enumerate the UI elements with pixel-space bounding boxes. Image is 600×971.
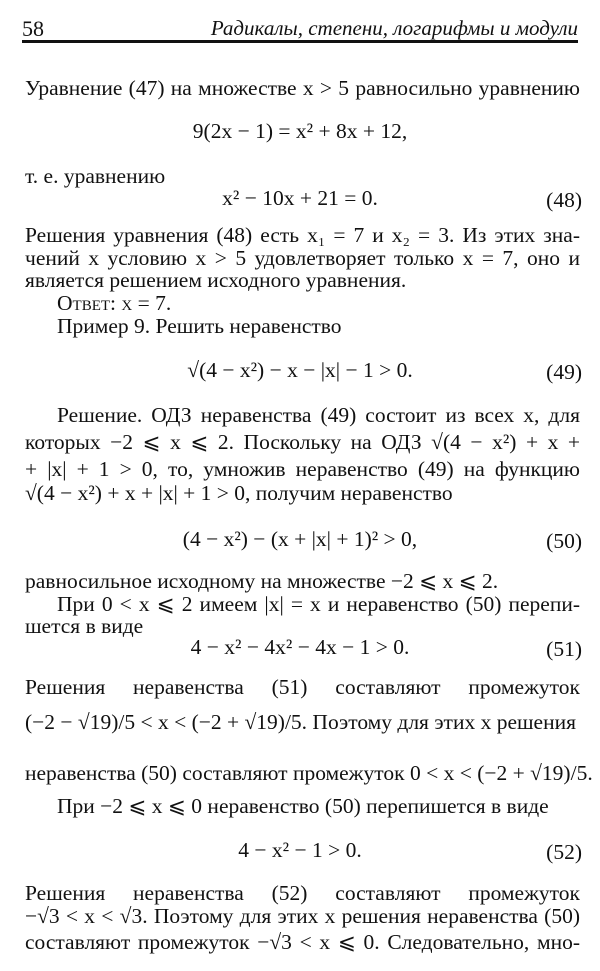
equation: (4 − x²) − (x + |x| + 1)² > 0, [182, 527, 418, 551]
text-line: неравенства (50) составляют промежуток 0 < x < (−2 + √19)/5. [25, 761, 593, 785]
running-title: Радикалы, степени, логарифмы и модули [210, 16, 578, 40]
text-line: шется в виде [25, 614, 144, 638]
text-line: составляют промежуток −√3 < x ⩽ 0. Следовательно, мно- [25, 930, 580, 954]
text-line: Решения неравенства (51) составляют промежуток [25, 675, 580, 699]
text-line: чений x условию x > 5 удовлетворяет только x = 7, оно и [25, 246, 580, 270]
equation: x² − 10x + 21 = 0. [222, 186, 378, 210]
text-line: (−2 − √19)/5 < x < (−2 + √19)/5. Поэтому для этих x решения [25, 710, 576, 734]
text-line: −√3 < x < √3. Поэтому для этих x решения неравенства (50) [25, 904, 580, 928]
text-line: равносильное исходному на множестве −2 ⩽ x ⩽ 2. [25, 569, 499, 593]
text-line: При 0 < x ⩽ 2 имеем |x| = x и неравенство (50) перепи- [57, 592, 580, 616]
answer-line: Ответ: x = 7. [57, 291, 172, 315]
equation: √(4 − x²) − x − |x| − 1 > 0. [187, 358, 413, 382]
text-line: При −2 ⩽ x ⩽ 0 неравенство (50) перепишется в виде [57, 794, 549, 818]
equation: 4 − x² − 4x² − 4x − 1 > 0. [190, 635, 410, 659]
text-line: Решения неравенства (52) составляют промежуток [25, 881, 580, 905]
page-number: 58 [22, 16, 44, 41]
text-line: Решение. ОДЗ неравенства (49) состоит из всех x, для [57, 403, 580, 427]
text-line: которых −2 ⩽ x ⩽ 2. Поскольку на ОДЗ √(4 − x²) + x + [25, 430, 580, 454]
example-heading: Пример 9. Решить неравенство [57, 314, 342, 338]
text-line: Решения уравнения (48) есть x₁ = 7 и x₂ = 3. Из этих зна- [25, 223, 580, 247]
page-header [22, 10, 578, 43]
equation-number: (50) [546, 529, 582, 553]
equation: 4 − x² − 1 > 0. [238, 838, 362, 862]
equation-number: (52) [546, 840, 582, 864]
text-line: √(4 − x²) + x + |x| + 1 > 0, получим неравенство [25, 481, 453, 505]
equation-number: (48) [546, 188, 582, 212]
equation: 9(2x − 1) = x² + 8x + 12, [192, 119, 408, 143]
equation-number: (49) [546, 360, 582, 384]
text-line: Уравнение (47) на множестве x > 5 равносильно уравнению [25, 76, 580, 100]
text-line: + |x| + 1 > 0, то, умножив неравенство (49) на функцию [25, 457, 580, 481]
text-line: является решением исходного уравнения. [25, 268, 407, 292]
equation-number: (51) [546, 637, 582, 661]
text-line: т. е. уравнению [25, 164, 166, 188]
